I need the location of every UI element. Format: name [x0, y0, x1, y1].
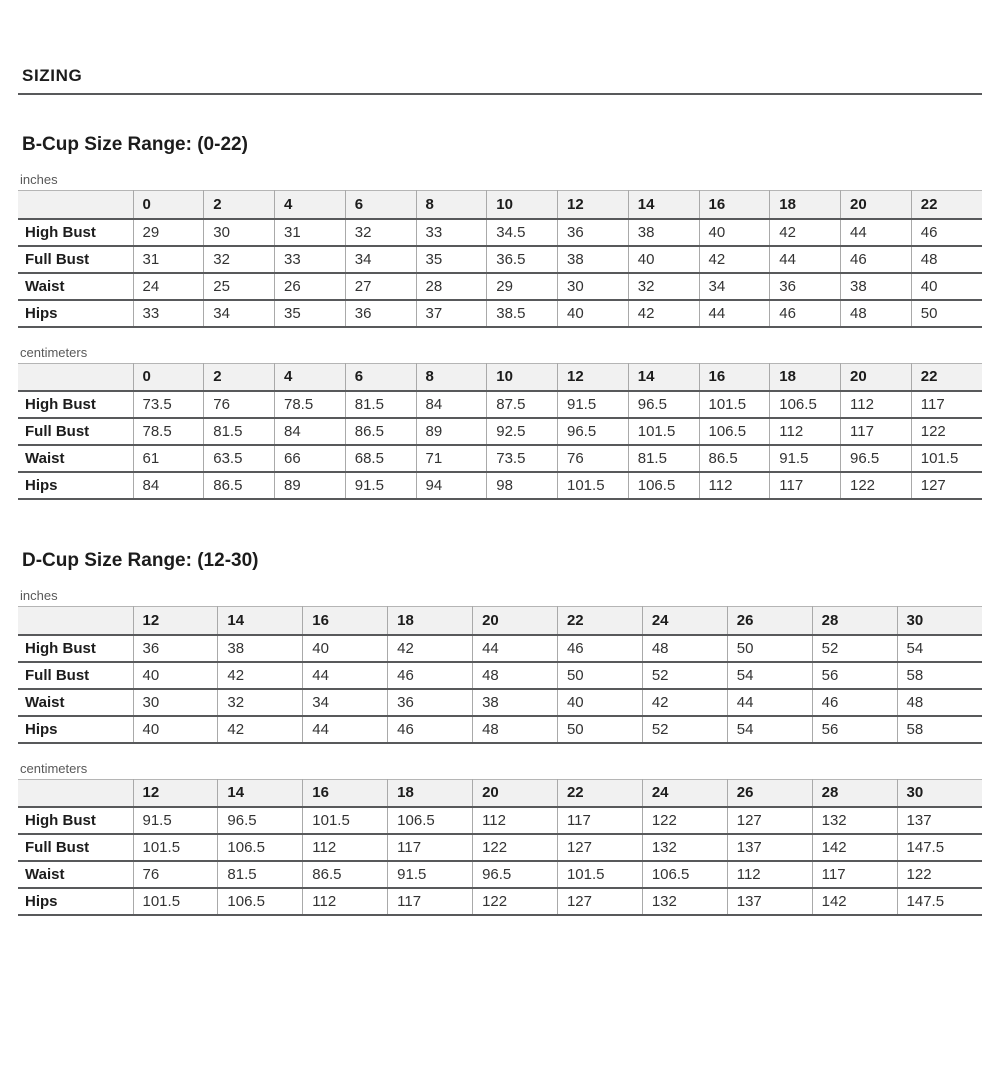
measurement-value-cell: 58 — [897, 716, 982, 743]
measurement-value-cell: 34 — [204, 300, 275, 327]
measurement-value-cell: 58 — [897, 662, 982, 689]
measurement-row — [18, 716, 982, 743]
measurement-value-cell: 106.5 — [770, 391, 841, 418]
measurement-value-cell: 106.5 — [642, 861, 727, 888]
corner-cell — [18, 779, 133, 807]
measurement-value-cell: 76 — [204, 391, 275, 418]
measurement-value-cell: 46 — [388, 716, 473, 743]
measurement-row — [18, 807, 982, 834]
measurement-value-cell: 96.5 — [841, 445, 912, 472]
size-column-header: 12 — [558, 191, 629, 219]
measurement-value-cell: 34 — [699, 273, 770, 300]
measurement-row-label: Full Bust — [18, 418, 133, 445]
measurement-value-cell: 36.5 — [487, 246, 558, 273]
measurement-value-cell: 132 — [642, 834, 727, 861]
measurement-row — [18, 391, 982, 418]
measurement-row — [18, 888, 982, 915]
measurement-row — [18, 219, 982, 246]
measurement-value-cell: 89 — [275, 472, 346, 499]
size-column-header: 22 — [911, 363, 982, 391]
measurement-value-cell: 122 — [911, 418, 982, 445]
size-column-header: 2 — [204, 363, 275, 391]
measurement-value-cell: 91.5 — [770, 445, 841, 472]
measurement-row — [18, 418, 982, 445]
measurement-value-cell: 61 — [133, 445, 204, 472]
measurement-value-cell: 73.5 — [487, 445, 558, 472]
measurement-value-cell: 101.5 — [911, 445, 982, 472]
measurement-row-label: Waist — [18, 861, 133, 888]
measurement-value-cell: 98 — [487, 472, 558, 499]
measurement-value-cell: 91.5 — [388, 861, 473, 888]
measurement-value-cell: 101.5 — [133, 834, 218, 861]
measurement-value-cell: 91.5 — [133, 807, 218, 834]
measurement-value-cell: 142 — [812, 834, 897, 861]
measurement-value-cell: 42 — [770, 219, 841, 246]
measurement-value-cell: 31 — [275, 219, 346, 246]
unit-label-inches: inches — [20, 172, 58, 187]
measurement-value-cell: 48 — [473, 662, 558, 689]
measurement-value-cell: 117 — [911, 391, 982, 418]
measurement-value-cell: 30 — [204, 219, 275, 246]
measurement-row — [18, 662, 982, 689]
measurement-value-cell: 86.5 — [303, 861, 388, 888]
measurement-value-cell: 46 — [388, 662, 473, 689]
measurement-value-cell: 84 — [416, 391, 487, 418]
corner-cell — [18, 191, 133, 219]
measurement-value-cell: 36 — [558, 219, 629, 246]
measurement-value-cell: 48 — [841, 300, 912, 327]
size-column-header: 8 — [416, 363, 487, 391]
measurement-value-cell: 34 — [345, 246, 416, 273]
measurement-value-cell: 56 — [812, 662, 897, 689]
measurement-value-cell: 112 — [727, 861, 812, 888]
measurement-row — [18, 472, 982, 499]
measurement-value-cell: 50 — [557, 662, 642, 689]
measurement-value-cell: 101.5 — [628, 418, 699, 445]
size-column-header: 22 — [911, 191, 982, 219]
size-column-header: 12 — [133, 779, 218, 807]
measurement-value-cell: 91.5 — [345, 472, 416, 499]
measurement-value-cell: 78.5 — [275, 391, 346, 418]
sizing-page — [0, 66, 1000, 916]
measurement-value-cell: 42 — [628, 300, 699, 327]
measurement-value-cell: 127 — [557, 888, 642, 915]
measurement-value-cell: 46 — [812, 689, 897, 716]
measurement-value-cell: 94 — [416, 472, 487, 499]
measurement-value-cell: 147.5 — [897, 834, 982, 861]
size-header-row — [18, 191, 982, 219]
size-column-header: 12 — [558, 363, 629, 391]
corner-cell — [18, 607, 133, 635]
measurement-value-cell: 27 — [345, 273, 416, 300]
measurement-value-cell: 96.5 — [473, 861, 558, 888]
measurement-value-cell: 40 — [133, 716, 218, 743]
measurement-value-cell: 40 — [628, 246, 699, 273]
measurement-value-cell: 54 — [727, 662, 812, 689]
size-column-header: 28 — [812, 779, 897, 807]
measurement-value-cell: 117 — [841, 418, 912, 445]
measurement-value-cell: 96.5 — [558, 418, 629, 445]
measurement-value-cell: 32 — [628, 273, 699, 300]
measurement-value-cell: 84 — [275, 418, 346, 445]
measurement-value-cell: 71 — [416, 445, 487, 472]
measurement-value-cell: 132 — [812, 807, 897, 834]
measurement-value-cell: 30 — [558, 273, 629, 300]
measurement-value-cell: 112 — [841, 391, 912, 418]
measurement-row-label: Hips — [18, 888, 133, 915]
measurement-value-cell: 44 — [473, 635, 558, 662]
measurement-value-cell: 137 — [897, 807, 982, 834]
measurement-value-cell: 112 — [303, 834, 388, 861]
measurement-row — [18, 861, 982, 888]
size-column-header: 30 — [897, 779, 982, 807]
measurement-value-cell: 122 — [473, 834, 558, 861]
measurement-row-label: High Bust — [18, 807, 133, 834]
measurement-value-cell: 36 — [345, 300, 416, 327]
measurement-value-cell: 137 — [727, 834, 812, 861]
measurement-row — [18, 300, 982, 327]
size-column-header: 22 — [557, 779, 642, 807]
measurement-value-cell: 29 — [487, 273, 558, 300]
measurement-value-cell: 132 — [642, 888, 727, 915]
size-column-header: 0 — [133, 191, 204, 219]
measurement-row — [18, 273, 982, 300]
measurement-value-cell: 40 — [557, 689, 642, 716]
page-title: SIZING — [22, 66, 83, 85]
measurement-value-cell: 34 — [303, 689, 388, 716]
measurement-value-cell: 42 — [642, 689, 727, 716]
size-column-header: 16 — [699, 363, 770, 391]
measurement-value-cell: 112 — [303, 888, 388, 915]
measurement-value-cell: 35 — [275, 300, 346, 327]
measurement-row — [18, 445, 982, 472]
measurement-value-cell: 66 — [275, 445, 346, 472]
measurement-value-cell: 81.5 — [204, 418, 275, 445]
size-column-header: 14 — [628, 191, 699, 219]
measurement-value-cell: 81.5 — [628, 445, 699, 472]
measurement-value-cell: 31 — [133, 246, 204, 273]
size-column-header: 14 — [218, 779, 303, 807]
measurement-value-cell: 29 — [133, 219, 204, 246]
measurement-value-cell: 101.5 — [133, 888, 218, 915]
measurement-row-label: Full Bust — [18, 246, 133, 273]
measurement-value-cell: 38.5 — [487, 300, 558, 327]
measurement-row — [18, 689, 982, 716]
measurement-value-cell: 91.5 — [558, 391, 629, 418]
measurement-value-cell: 50 — [911, 300, 982, 327]
measurement-row-label: Hips — [18, 300, 133, 327]
measurement-value-cell: 73.5 — [133, 391, 204, 418]
title-divider — [18, 93, 982, 95]
measurement-value-cell: 56 — [812, 716, 897, 743]
measurement-value-cell: 78.5 — [133, 418, 204, 445]
measurement-value-cell: 76 — [133, 861, 218, 888]
measurement-value-cell: 127 — [911, 472, 982, 499]
measurement-value-cell: 32 — [345, 219, 416, 246]
measurement-row-label: High Bust — [18, 635, 133, 662]
measurement-row-label: Hips — [18, 716, 133, 743]
measurement-value-cell: 147.5 — [897, 888, 982, 915]
measurement-value-cell: 106.5 — [218, 888, 303, 915]
measurement-value-cell: 32 — [204, 246, 275, 273]
measurement-value-cell: 137 — [727, 888, 812, 915]
section-b-cup — [18, 134, 982, 500]
measurement-value-cell: 52 — [642, 662, 727, 689]
measurement-value-cell: 122 — [897, 861, 982, 888]
measurement-value-cell: 42 — [218, 662, 303, 689]
measurement-value-cell: 81.5 — [345, 391, 416, 418]
size-column-header: 26 — [727, 779, 812, 807]
measurement-value-cell: 46 — [841, 246, 912, 273]
measurement-value-cell: 117 — [557, 807, 642, 834]
size-column-header: 4 — [275, 363, 346, 391]
measurement-value-cell: 101.5 — [699, 391, 770, 418]
measurement-value-cell: 40 — [911, 273, 982, 300]
measurement-value-cell: 44 — [727, 689, 812, 716]
size-header-row — [18, 607, 982, 635]
size-column-header: 28 — [812, 607, 897, 635]
size-column-header: 20 — [473, 607, 558, 635]
measurement-value-cell: 44 — [699, 300, 770, 327]
measurement-value-cell: 30 — [133, 689, 218, 716]
measurement-value-cell: 42 — [699, 246, 770, 273]
measurement-value-cell: 54 — [897, 635, 982, 662]
size-column-header: 18 — [388, 779, 473, 807]
size-column-header: 18 — [770, 191, 841, 219]
size-column-header: 18 — [388, 607, 473, 635]
measurement-value-cell: 63.5 — [204, 445, 275, 472]
measurement-value-cell: 33 — [133, 300, 204, 327]
measurement-value-cell: 42 — [218, 716, 303, 743]
size-column-header: 2 — [204, 191, 275, 219]
section-heading-d-cup: D-Cup Size Range: (12-30) — [22, 550, 259, 571]
measurement-value-cell: 40 — [558, 300, 629, 327]
measurement-value-cell: 106.5 — [699, 418, 770, 445]
measurement-value-cell: 106.5 — [388, 807, 473, 834]
measurement-value-cell: 101.5 — [558, 472, 629, 499]
measurement-value-cell: 81.5 — [218, 861, 303, 888]
measurement-value-cell: 37 — [416, 300, 487, 327]
measurement-row-label: High Bust — [18, 391, 133, 418]
size-column-header: 10 — [487, 191, 558, 219]
measurement-value-cell: 38 — [628, 219, 699, 246]
measurement-value-cell: 96.5 — [628, 391, 699, 418]
measurement-value-cell: 48 — [473, 716, 558, 743]
measurement-value-cell: 54 — [727, 716, 812, 743]
measurement-value-cell: 38 — [841, 273, 912, 300]
size-column-header: 18 — [770, 363, 841, 391]
measurement-value-cell: 122 — [642, 807, 727, 834]
measurement-value-cell: 142 — [812, 888, 897, 915]
size-column-header: 20 — [841, 191, 912, 219]
measurement-row-label: Full Bust — [18, 662, 133, 689]
measurement-value-cell: 87.5 — [487, 391, 558, 418]
measurement-value-cell: 40 — [303, 635, 388, 662]
d-cup-centimeters-table — [18, 779, 982, 917]
measurement-value-cell: 112 — [473, 807, 558, 834]
section-d-cup — [18, 550, 982, 916]
measurement-row-label: Waist — [18, 273, 133, 300]
size-column-header: 24 — [642, 607, 727, 635]
size-column-header: 20 — [841, 363, 912, 391]
measurement-value-cell: 112 — [699, 472, 770, 499]
measurement-value-cell: 117 — [388, 888, 473, 915]
d-cup-inches-table — [18, 606, 982, 744]
measurement-value-cell: 127 — [557, 834, 642, 861]
measurement-value-cell: 38 — [473, 689, 558, 716]
measurement-value-cell: 76 — [558, 445, 629, 472]
measurement-row — [18, 246, 982, 273]
measurement-value-cell: 127 — [727, 807, 812, 834]
size-column-header: 6 — [345, 363, 416, 391]
measurement-row — [18, 635, 982, 662]
size-column-header: 0 — [133, 363, 204, 391]
measurement-value-cell: 50 — [727, 635, 812, 662]
measurement-row-label: Waist — [18, 689, 133, 716]
measurement-row-label: Full Bust — [18, 834, 133, 861]
measurement-value-cell: 84 — [133, 472, 204, 499]
size-column-header: 4 — [275, 191, 346, 219]
measurement-value-cell: 36 — [133, 635, 218, 662]
measurement-value-cell: 48 — [642, 635, 727, 662]
measurement-value-cell: 117 — [812, 861, 897, 888]
size-column-header: 16 — [699, 191, 770, 219]
section-heading-b-cup: B-Cup Size Range: (0-22) — [22, 134, 248, 155]
measurement-value-cell: 86.5 — [204, 472, 275, 499]
measurement-value-cell: 50 — [557, 716, 642, 743]
measurement-row-label: High Bust — [18, 219, 133, 246]
measurement-value-cell: 122 — [841, 472, 912, 499]
measurement-row-label: Hips — [18, 472, 133, 499]
measurement-value-cell: 92.5 — [487, 418, 558, 445]
measurement-value-cell: 38 — [218, 635, 303, 662]
measurement-value-cell: 89 — [416, 418, 487, 445]
measurement-value-cell: 40 — [133, 662, 218, 689]
measurement-value-cell: 42 — [388, 635, 473, 662]
size-column-header: 6 — [345, 191, 416, 219]
measurement-value-cell: 106.5 — [218, 834, 303, 861]
measurement-value-cell: 33 — [275, 246, 346, 273]
size-column-header: 14 — [218, 607, 303, 635]
measurement-value-cell: 36 — [388, 689, 473, 716]
measurement-value-cell: 101.5 — [303, 807, 388, 834]
unit-label-centimeters: centimeters — [20, 344, 88, 360]
measurement-value-cell: 52 — [812, 635, 897, 662]
measurement-value-cell: 44 — [770, 246, 841, 273]
measurement-value-cell: 101.5 — [557, 861, 642, 888]
measurement-value-cell: 122 — [473, 888, 558, 915]
size-header-row — [18, 363, 982, 391]
measurement-value-cell: 46 — [557, 635, 642, 662]
measurement-value-cell: 117 — [770, 472, 841, 499]
measurement-value-cell: 44 — [303, 662, 388, 689]
measurement-value-cell: 38 — [558, 246, 629, 273]
measurement-value-cell: 33 — [416, 219, 487, 246]
measurement-value-cell: 86.5 — [699, 445, 770, 472]
measurement-value-cell: 46 — [911, 219, 982, 246]
size-column-header: 16 — [303, 779, 388, 807]
measurement-value-cell: 44 — [303, 716, 388, 743]
measurement-value-cell: 35 — [416, 246, 487, 273]
measurement-value-cell: 40 — [699, 219, 770, 246]
corner-cell — [18, 363, 133, 391]
measurement-row — [18, 834, 982, 861]
measurement-value-cell: 112 — [770, 418, 841, 445]
size-header-row — [18, 779, 982, 807]
size-column-header: 30 — [897, 607, 982, 635]
size-column-header: 8 — [416, 191, 487, 219]
measurement-value-cell: 52 — [642, 716, 727, 743]
measurement-value-cell: 32 — [218, 689, 303, 716]
measurement-value-cell: 68.5 — [345, 445, 416, 472]
measurement-value-cell: 34.5 — [487, 219, 558, 246]
unit-label-centimeters: centimeters — [20, 760, 88, 776]
size-column-header: 16 — [303, 607, 388, 635]
measurement-value-cell: 48 — [897, 689, 982, 716]
size-column-header: 22 — [557, 607, 642, 635]
measurement-value-cell: 96.5 — [218, 807, 303, 834]
measurement-value-cell: 25 — [204, 273, 275, 300]
size-column-header: 10 — [487, 363, 558, 391]
size-column-header: 20 — [473, 779, 558, 807]
size-column-header: 26 — [727, 607, 812, 635]
b-cup-centimeters-table — [18, 363, 982, 501]
size-column-header: 12 — [133, 607, 218, 635]
measurement-value-cell: 86.5 — [345, 418, 416, 445]
measurement-value-cell: 26 — [275, 273, 346, 300]
measurement-row-label: Waist — [18, 445, 133, 472]
measurement-value-cell: 106.5 — [628, 472, 699, 499]
unit-label-inches: inches — [20, 588, 58, 603]
measurement-value-cell: 36 — [770, 273, 841, 300]
b-cup-inches-table — [18, 190, 982, 328]
measurement-value-cell: 24 — [133, 273, 204, 300]
size-column-header: 24 — [642, 779, 727, 807]
measurement-value-cell: 44 — [841, 219, 912, 246]
size-column-header: 14 — [628, 363, 699, 391]
measurement-value-cell: 117 — [388, 834, 473, 861]
measurement-value-cell: 46 — [770, 300, 841, 327]
measurement-value-cell: 48 — [911, 246, 982, 273]
measurement-value-cell: 28 — [416, 273, 487, 300]
